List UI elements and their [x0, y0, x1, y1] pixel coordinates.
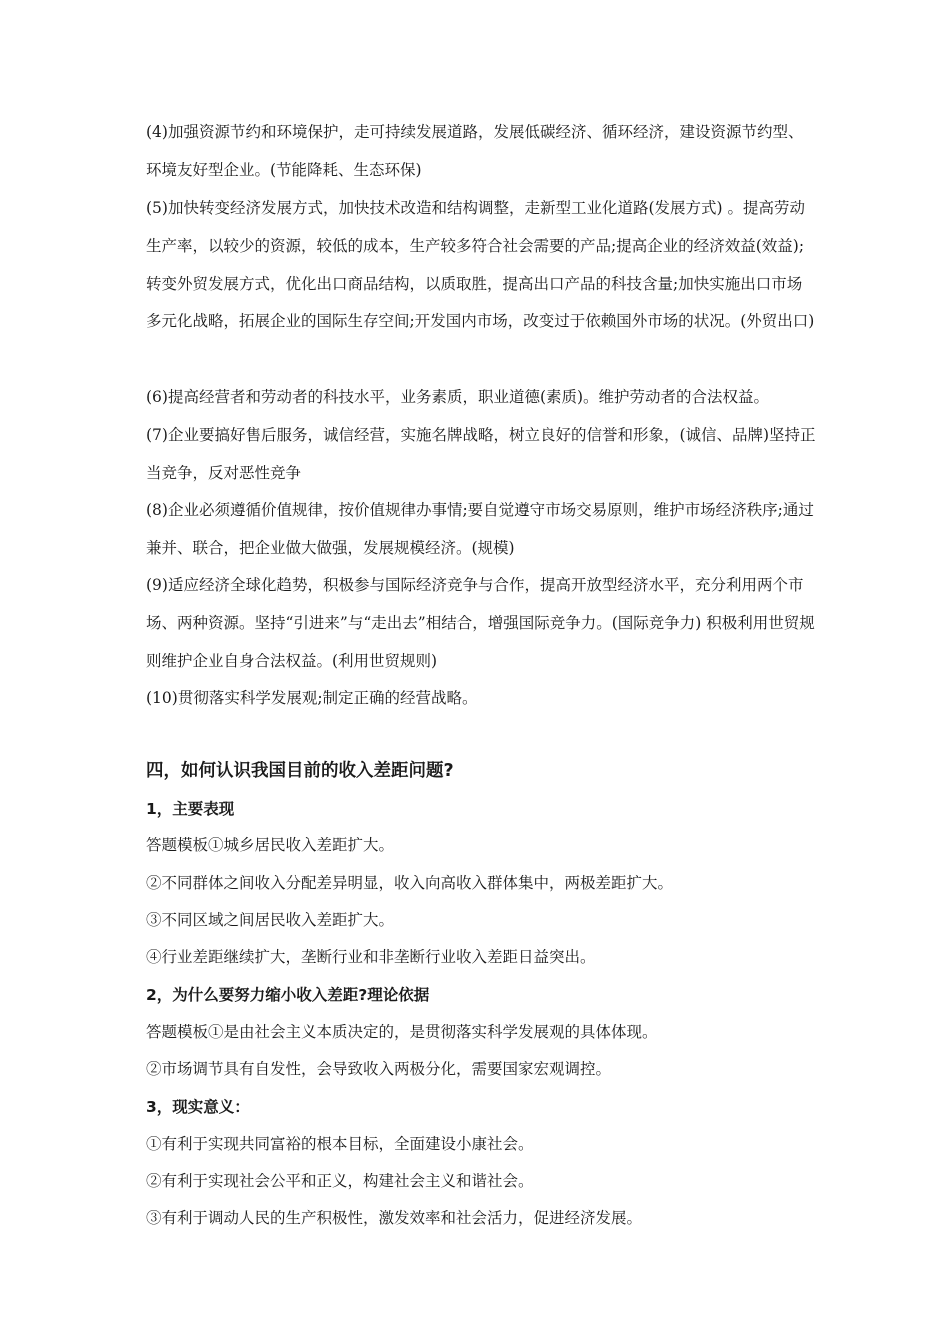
- list-item: ②有利于实现社会公平和正义，构建社会主义和谐社会。: [146, 1172, 534, 1190]
- subsection-heading-2: 2，为什么要努力缩小收入差距?理论依据: [146, 986, 430, 1004]
- list-item: ③不同区域之间居民收入差距扩大。: [146, 911, 395, 929]
- list-item: ③有利于调动人民的生产积极性，激发效率和社会活力，促进经济发展。: [146, 1209, 643, 1227]
- paragraph-item-8: (8)企业必须遵循价值规律，按价值规律办事情;要自觉遵守市场交易原则，维护市场经济秩序;通过兼并、联合，把企业做大做强，发展规模经济。(规模): [146, 501, 814, 557]
- list-item: ②不同群体之间收入分配差异明显，收入向高收入群体集中，两极差距扩大。: [146, 874, 674, 892]
- list-item: 答题模板①是由社会主义本质决定的，是贯彻落实科学发展观的具体体现。: [146, 1023, 658, 1041]
- paragraph-item-4: (4)加强资源节约和环境保护，走可持续发展道路，发展低碳经济、循环经济，建设资源节约型、环境友好型企业。(节能降耗、生态环保): [146, 123, 804, 179]
- subsection-heading-1: 1，主要表现: [146, 800, 235, 818]
- paragraph-item-5: (5)加快转变经济发展方式，加快技术改造和结构调整，走新型工业化道路(发展方式) 。提高劳动生产率，以较少的资源，较低的成本，生产较多符合社会需要的产品;提高企业的经济效益(效益);转变外贸发展方式，优化出口商品结构，以质取胜，提高出口产品的科技含量;加快实施出口市场多元化战略，拓展企业的国际生存空间;开发国内市场，改变过于依赖国外市场的状况。(外贸出口): [146, 199, 815, 331]
- subsection-heading-3: 3，现实意义：: [146, 1098, 250, 1116]
- paragraph-item-6: (6)提高经营者和劳动者的科技水平，业务素质，职业道德(素质)。维护劳动者的合法权益。: [146, 388, 770, 406]
- list-item: ④行业差距继续扩大，垄断行业和非垄断行业收入差距日益突出。: [146, 948, 596, 966]
- section-title: 四，如何认识我国目前的收入差距问题?: [146, 761, 454, 781]
- paragraph-item-10: (10)贯彻落实科学发展观;制定正确的经营战略。: [146, 689, 478, 707]
- paragraph-item-7: (7)企业要搞好售后服务，诚信经营，实施名牌战略，树立良好的信誉和形象，(诚信、品牌)坚持正当竞争，反对恶性竞争: [146, 426, 816, 482]
- list-item: ①有利于实现共同富裕的根本目标，全面建设小康社会。: [146, 1135, 534, 1153]
- list-item: ②市场调节具有自发性，会导致收入两极分化，需要国家宏观调控。: [146, 1060, 612, 1078]
- list-item: 答题模板①城乡居民收入差距扩大。: [146, 836, 395, 854]
- paragraph-item-9: (9)适应经济全球化趋势，积极参与国际经济竞争与合作，提高开放型经济水平，充分利用两个市场、两种资源。坚持“引进来”与“走出去”相结合，增强国际竞争力。(国际竞争力) 积极利用世贸规则维护企业自身合法权益。(利用世贸规则): [146, 576, 815, 670]
